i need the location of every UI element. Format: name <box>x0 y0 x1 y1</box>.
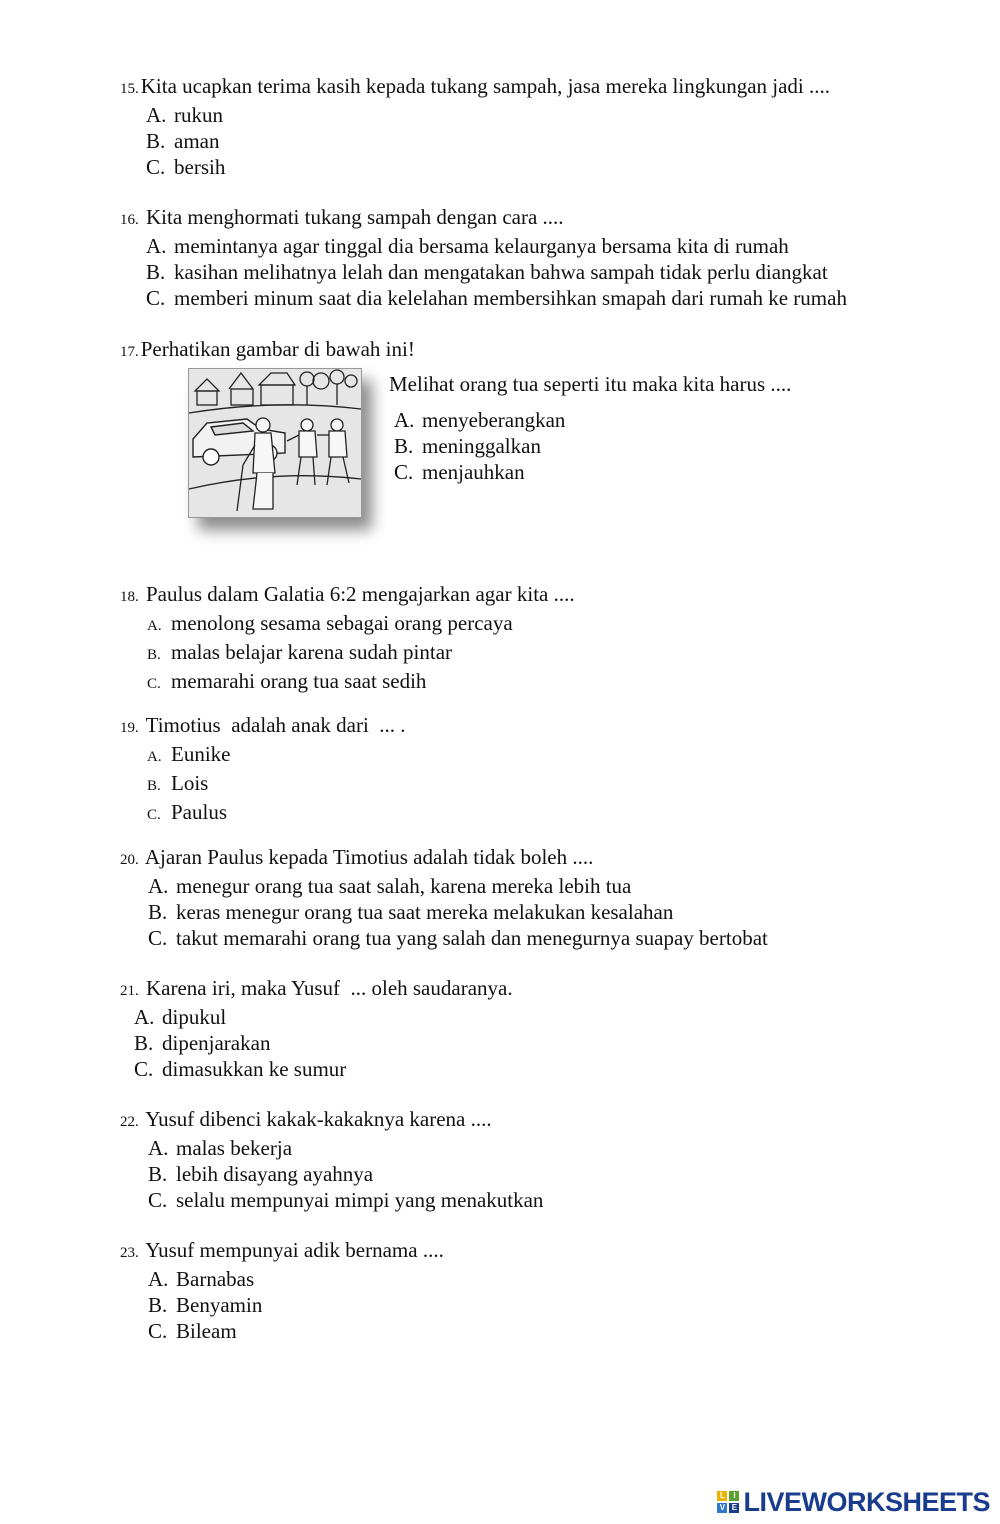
question-number: 17. <box>120 344 139 360</box>
question-number: 23. <box>120 1245 139 1261</box>
option-b[interactable]: B. aman <box>146 129 220 153</box>
option-b[interactable]: B. kasihan melihatnya lelah dan mengatakan bahwa sampah tidak perlu diangkat <box>146 260 828 284</box>
option-a[interactable]: A. Eunike <box>147 742 231 766</box>
question-text: Kita ucapkan terima kasih kepada tukang sampah, jasa mereka lingkungan jadi .... <box>140 74 831 98</box>
question-18 <box>120 581 575 697</box>
question-text: Timotius adalah anak dari ... . <box>145 713 406 737</box>
option-a[interactable]: A. Barnabas <box>148 1267 255 1291</box>
option-b[interactable]: B. Benyamin <box>148 1293 263 1317</box>
question-17-prompt <box>389 371 791 397</box>
question-number: 22. <box>120 1114 139 1130</box>
question-number: 16. <box>120 212 139 228</box>
option-c[interactable]: C. selalu mempunyai mimpi yang menakutkan <box>148 1188 544 1212</box>
option-b[interactable]: B. lebih disayang ayahnya <box>148 1162 374 1186</box>
option-a[interactable]: A. menolong sesama sebagai orang percaya <box>147 611 513 635</box>
question-text: Ajaran Paulus kepada Timotius adalah tidak boleh .... <box>144 845 594 869</box>
question-number: 19. <box>120 720 139 736</box>
option-b[interactable]: B. malas belajar karena sudah pintar <box>147 640 453 664</box>
question-number: 15. <box>120 81 139 97</box>
option-a[interactable]: A. dipukul <box>134 1005 227 1029</box>
logo-text: LIVEWORKSHEETS <box>743 1487 990 1517</box>
question-text: Yusuf mempunyai adik bernama .... <box>145 1238 444 1262</box>
option-a[interactable]: A. rukun <box>146 103 223 127</box>
question-text: Karena iri, maka Yusuf ... oleh saudaranya. <box>146 976 513 1000</box>
option-c[interactable]: C. bersih <box>146 155 226 179</box>
option-a[interactable]: A. menyeberangkan <box>394 408 566 432</box>
question-16 <box>120 204 847 311</box>
question-text: Paulus dalam Galatia 6:2 mengajarkan agar kita .... <box>146 582 575 606</box>
illustration-elderly-street-crossing <box>188 368 362 518</box>
option-a[interactable]: A. memintanya agar tinggal dia bersama kelaurganya bersama kita di rumah <box>146 234 789 258</box>
question-text: Perhatikan gambar di bawah ini! <box>140 337 415 361</box>
option-c[interactable]: C. takut memarahi orang tua yang salah dan menegurnya suapay bertobat <box>148 926 768 950</box>
street-scene-image <box>189 369 361 517</box>
option-c[interactable]: C. Bileam <box>148 1319 237 1343</box>
question-number: 18. <box>120 589 139 605</box>
option-a[interactable]: A. malas bekerja <box>148 1136 293 1160</box>
option-c[interactable]: C. dimasukkan ke sumur <box>134 1057 347 1081</box>
question-19 <box>120 712 406 828</box>
question-number: 20. <box>120 852 139 868</box>
question-20 <box>120 844 768 951</box>
question-23 <box>120 1237 444 1344</box>
question-side-text: Melihat orang tua seperti itu maka kita harus .... <box>389 372 792 396</box>
option-a[interactable]: A. menegur orang tua saat salah, karena mereka lebih tua <box>148 874 632 898</box>
option-b[interactable]: B. Lois <box>147 771 209 795</box>
question-17-options <box>394 407 565 485</box>
question-15 <box>120 73 830 180</box>
question-text: Kita menghormati tukang sampah dengan cara .... <box>146 205 564 229</box>
liveworksheets-logo[interactable] <box>717 1488 990 1516</box>
logo-mark-icon: L I V E <box>717 1491 739 1513</box>
option-c[interactable]: C. memberi minum saat dia kelelahan membersihkan smapah dari rumah ke rumah <box>146 286 847 310</box>
question-17 <box>120 336 415 365</box>
question-text: Yusuf dibenci kakak-kakaknya karena .... <box>145 1107 492 1131</box>
option-b[interactable]: B. keras menegur orang tua saat mereka melakukan kesalahan <box>148 900 674 924</box>
question-number: 21. <box>120 983 139 999</box>
question-21 <box>120 975 513 1082</box>
option-b[interactable]: B. meninggalkan <box>394 434 541 458</box>
option-c[interactable]: C. menjauhkan <box>394 460 525 484</box>
option-b[interactable]: B. dipenjarakan <box>134 1031 271 1055</box>
option-c[interactable]: C. Paulus <box>147 800 228 824</box>
question-22 <box>120 1106 544 1213</box>
option-c[interactable]: C. memarahi orang tua saat sedih <box>147 669 427 693</box>
